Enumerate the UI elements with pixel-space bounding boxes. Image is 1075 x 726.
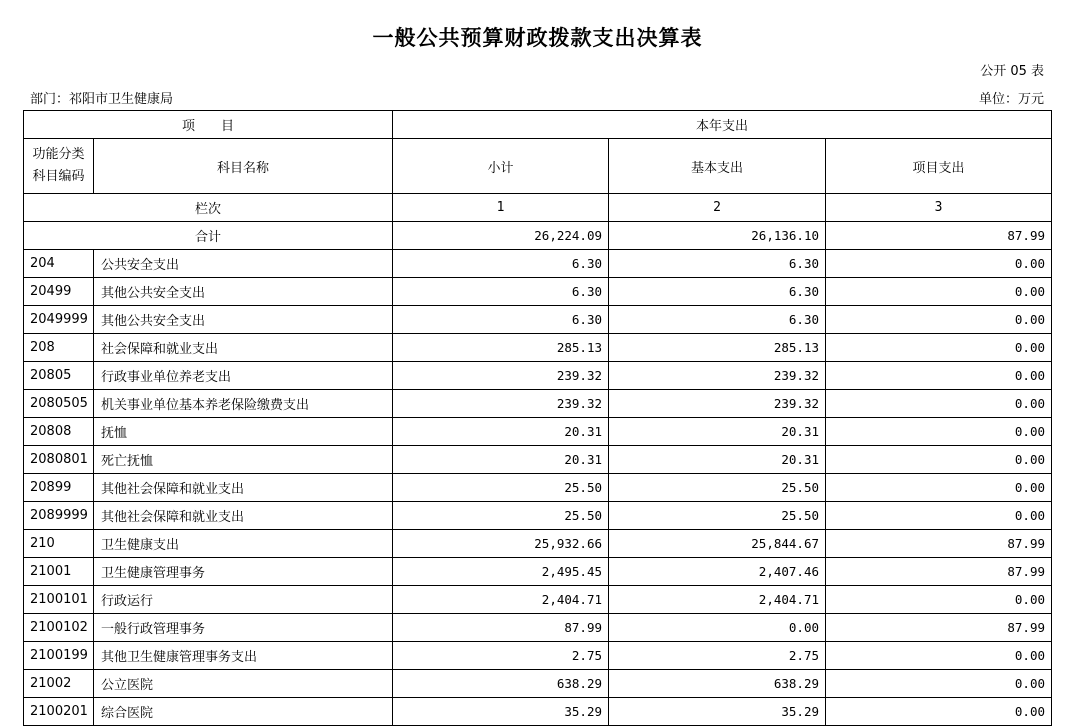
- row-project: 0.00: [826, 418, 1052, 446]
- table-row: [24, 446, 1052, 474]
- row-code: 20808: [24, 418, 94, 446]
- row-project: 0.00: [826, 474, 1052, 502]
- page-title: 一般公共预算财政拨款支出决算表: [372, 25, 703, 50]
- header-current-year: 本年支出: [393, 111, 1052, 139]
- row-name: 机关事业单位基本养老保险缴费支出: [94, 390, 393, 418]
- column-index-2: 2: [609, 194, 826, 222]
- row-project: 0.00: [826, 306, 1052, 334]
- row-subtotal: 25.50: [393, 502, 609, 530]
- table-row: [24, 698, 1052, 726]
- row-project: 0.00: [826, 446, 1052, 474]
- row-project: 87.99: [826, 530, 1052, 558]
- row-project: 0.00: [826, 642, 1052, 670]
- row-subtotal: 87.99: [393, 614, 609, 642]
- row-code: 21002: [24, 670, 94, 698]
- row-subtotal: 6.30: [393, 250, 609, 278]
- header-project: 项目支出: [826, 139, 1052, 194]
- row-code: 2100102: [24, 614, 94, 642]
- total-basic: 26,136.10: [609, 222, 826, 250]
- row-name: 一般行政管理事务: [94, 614, 393, 642]
- row-subtotal: 6.30: [393, 278, 609, 306]
- row-subtotal: 2,495.45: [393, 558, 609, 586]
- header-basic: 基本支出: [609, 139, 826, 194]
- row-code: 2100199: [24, 642, 94, 670]
- row-code: 2100201: [24, 698, 94, 726]
- row-basic: 0.00: [609, 614, 826, 642]
- row-subtotal: 25.50: [393, 474, 609, 502]
- row-code: 20499: [24, 278, 94, 306]
- total-label: 合计: [24, 222, 393, 250]
- row-code: 20899: [24, 474, 94, 502]
- row-basic: 25.50: [609, 502, 826, 530]
- row-project: 87.99: [826, 558, 1052, 586]
- row-subtotal: 25,932.66: [393, 530, 609, 558]
- table-row: [24, 334, 1052, 362]
- row-name: 抚恤: [94, 418, 393, 446]
- row-code: 2080801: [24, 446, 94, 474]
- row-basic: 2.75: [609, 642, 826, 670]
- row-project: 0.00: [826, 502, 1052, 530]
- row-basic: 6.30: [609, 250, 826, 278]
- header-subtotal: 小计: [393, 139, 609, 194]
- row-code: 208: [24, 334, 94, 362]
- row-project: 0.00: [826, 698, 1052, 726]
- row-subtotal: 20.31: [393, 418, 609, 446]
- row-name: 卫生健康支出: [94, 530, 393, 558]
- column-index-1: 1: [393, 194, 609, 222]
- row-basic: 2,407.46: [609, 558, 826, 586]
- row-subtotal: 239.32: [393, 390, 609, 418]
- row-project: 0.00: [826, 334, 1052, 362]
- row-subtotal: 2.75: [393, 642, 609, 670]
- row-name: 其他公共安全支出: [94, 278, 393, 306]
- row-name: 其他社会保障和就业支出: [94, 502, 393, 530]
- row-basic: 25,844.67: [609, 530, 826, 558]
- row-name: 死亡抚恤: [94, 446, 393, 474]
- row-code: 2089999: [24, 502, 94, 530]
- header-code: 功能分类 科目编码: [24, 139, 94, 194]
- table-row: [24, 530, 1052, 558]
- row-project: 0.00: [826, 362, 1052, 390]
- table-row: [24, 558, 1052, 586]
- row-subtotal: 638.29: [393, 670, 609, 698]
- row-project: 0.00: [826, 250, 1052, 278]
- row-basic: 6.30: [609, 306, 826, 334]
- row-subtotal: 239.32: [393, 362, 609, 390]
- row-basic: 2,404.71: [609, 586, 826, 614]
- row-project: 87.99: [826, 614, 1052, 642]
- row-subtotal: 2,404.71: [393, 586, 609, 614]
- row-subtotal: 6.30: [393, 306, 609, 334]
- column-index-3: 3: [826, 194, 1052, 222]
- header-row-1: [24, 111, 1052, 139]
- total-subtotal: 26,224.09: [393, 222, 609, 250]
- row-name: 卫生健康管理事务: [94, 558, 393, 586]
- row-code: 20805: [24, 362, 94, 390]
- table-row: [24, 474, 1052, 502]
- row-name: 其他公共安全支出: [94, 306, 393, 334]
- expenditure-table: [23, 110, 1052, 726]
- row-basic: 35.29: [609, 698, 826, 726]
- row-name: 社会保障和就业支出: [94, 334, 393, 362]
- row-subtotal: 35.29: [393, 698, 609, 726]
- row-project: 0.00: [826, 670, 1052, 698]
- row-project: 0.00: [826, 278, 1052, 306]
- row-basic: 285.13: [609, 334, 826, 362]
- table-row: [24, 250, 1052, 278]
- column-index-label: 栏次: [24, 194, 393, 222]
- table-row: [24, 670, 1052, 698]
- header-name: 科目名称: [94, 139, 393, 194]
- header-row-2: [24, 139, 1052, 194]
- row-basic: 6.30: [609, 278, 826, 306]
- row-basic: 25.50: [609, 474, 826, 502]
- row-project: 0.00: [826, 586, 1052, 614]
- table-row: [24, 278, 1052, 306]
- row-basic: 20.31: [609, 418, 826, 446]
- total-row: [24, 222, 1052, 250]
- row-name: 公立医院: [94, 670, 393, 698]
- row-project: 0.00: [826, 390, 1052, 418]
- table-row: [24, 306, 1052, 334]
- row-basic: 638.29: [609, 670, 826, 698]
- row-code: 210: [24, 530, 94, 558]
- row-name: 行政事业单位养老支出: [94, 362, 393, 390]
- column-index-row: [24, 194, 1052, 222]
- row-code: 204: [24, 250, 94, 278]
- row-code: 2080505: [24, 390, 94, 418]
- row-code: 2100101: [24, 586, 94, 614]
- row-name: 行政运行: [94, 586, 393, 614]
- form-number: 公开 05 表: [980, 64, 1044, 79]
- table-row: [24, 362, 1052, 390]
- row-code: 2049999: [24, 306, 94, 334]
- row-name: 公共安全支出: [94, 250, 393, 278]
- unit-label: 单位：万元: [978, 92, 1044, 107]
- table-row: [24, 390, 1052, 418]
- table-row: [24, 586, 1052, 614]
- table-row: [24, 642, 1052, 670]
- row-name: 综合医院: [94, 698, 393, 726]
- row-basic: 239.32: [609, 390, 826, 418]
- row-code: 21001: [24, 558, 94, 586]
- row-subtotal: 285.13: [393, 334, 609, 362]
- total-project: 87.99: [826, 222, 1052, 250]
- row-subtotal: 20.31: [393, 446, 609, 474]
- table-row: [24, 418, 1052, 446]
- department-label: 部门：祁阳市卫生健康局: [30, 92, 174, 107]
- row-name: 其他卫生健康管理事务支出: [94, 642, 393, 670]
- table-row: [24, 502, 1052, 530]
- table-row: [24, 614, 1052, 642]
- header-item: 项 目: [24, 111, 393, 139]
- row-basic: 239.32: [609, 362, 826, 390]
- row-basic: 20.31: [609, 446, 826, 474]
- row-name: 其他社会保障和就业支出: [94, 474, 393, 502]
